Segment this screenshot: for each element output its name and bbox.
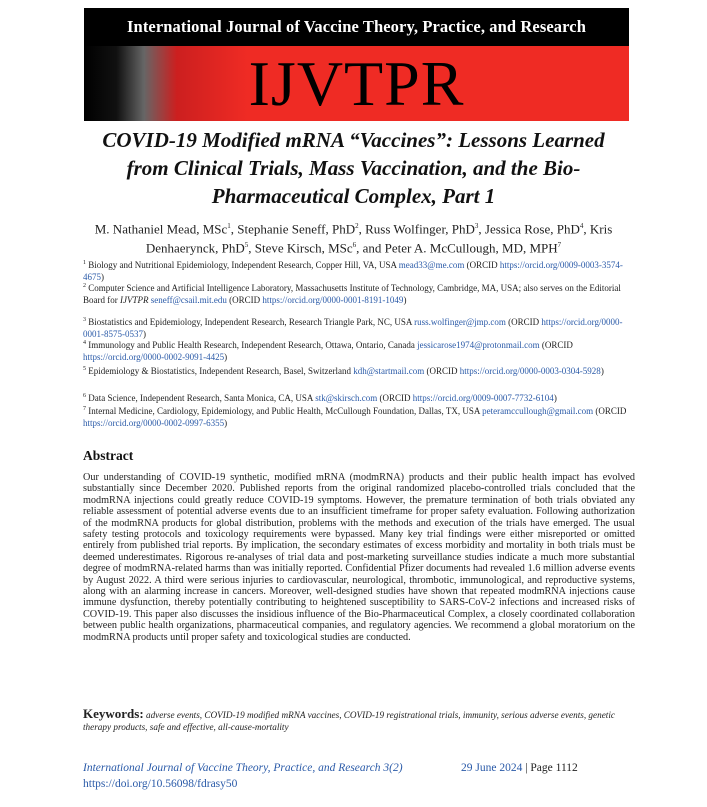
orcid-close: )	[553, 393, 557, 403]
orcid-link[interactable]: https://orcid.org/0009-0007-7732-6104	[412, 393, 554, 403]
affiliation-number: 7	[83, 406, 86, 412]
journal-logo: IJVTPR	[248, 48, 465, 119]
affiliation-item	[83, 281, 643, 306]
footer-page-number: Page 1112	[530, 762, 578, 774]
orcid-label: (ORCID	[424, 366, 460, 376]
affiliation-item	[83, 391, 643, 405]
orcid-label: (ORCID	[505, 317, 542, 327]
affiliation-email-link[interactable]: mead33@me.com	[398, 260, 465, 270]
affiliation-text: Epidemiology & Biostatistics, Independent Research, Basel, Switzerland	[86, 366, 354, 376]
author-name: Denhaerynck, PhD	[145, 240, 245, 256]
footer-citation-block	[83, 760, 423, 792]
orcid-close: )	[403, 294, 407, 305]
journal-name: International Journal of Vaccine Theory, Practice, and Research	[84, 8, 629, 46]
affiliation-item	[83, 258, 643, 283]
author-affil-number: 3	[474, 222, 479, 230]
orcid-label: (ORCID	[377, 393, 413, 403]
abstract-heading: Abstract	[83, 448, 134, 463]
affiliation-number: 5	[83, 366, 86, 372]
author-name: Steve Kirsch, MSc	[254, 240, 353, 256]
orcid-link[interactable]: https://orcid.org/0000-0002-9091-4425	[83, 351, 225, 362]
affiliation-email-link[interactable]: peteramccullough@gmail.com	[482, 406, 594, 416]
orcid-link[interactable]: https://orcid.org/0000-0003-0304-5928	[459, 366, 601, 376]
orcid-close: )	[224, 417, 228, 428]
author-name: Stephanie Seneff, PhD	[237, 221, 356, 237]
affiliation-email-link[interactable]: stk@skirsch.com	[315, 393, 378, 403]
journal-banner	[84, 8, 629, 121]
orcid-label: (ORCID	[226, 294, 263, 305]
author-affil-number: 4	[579, 222, 584, 230]
author-affil-number: 2	[355, 222, 359, 230]
title-line: Pharmaceutical Complex, Part 1	[211, 184, 496, 208]
affiliation-email-link[interactable]: russ.wolfinger@jmp.com	[414, 317, 506, 327]
author-name: Kris	[589, 221, 613, 237]
affiliation-text: Data Science, Independent Research, Santa Monica, CA, USA	[86, 393, 316, 403]
affiliation-item	[83, 338, 643, 363]
orcid-link[interactable]: https://orcid.org/0009-0003-3574-4675	[83, 260, 623, 282]
orcid-label: (ORCID	[464, 260, 500, 270]
title-line: COVID-19 Modified mRNA “Vaccines”: Lessons Learned	[102, 128, 605, 152]
orcid-close: )	[600, 366, 604, 376]
affiliation-number: 3	[83, 317, 86, 323]
affiliation-item	[83, 364, 643, 378]
orcid-label: (ORCID	[539, 340, 573, 350]
orcid-label: (ORCID	[593, 406, 627, 416]
affiliation-email-link[interactable]: jessicarose1974@protonmail.com	[417, 340, 540, 350]
affiliation-journal: IJVTPR	[120, 294, 149, 305]
affiliation-item	[83, 404, 643, 429]
affiliation-text: Internal Medicine, Cardiology, Epidemiology, and Public Health, McCullough Foundation, Dallas, TX, USA	[86, 406, 483, 416]
footer-doi-link[interactable]: https://doi.org/10.56098/fdrasy50	[83, 778, 238, 790]
keywords-heading: Keywords:	[83, 706, 144, 721]
orcid-link[interactable]: https://orcid.org/0000-0002-0997-6355	[83, 417, 225, 428]
author-name: Russ Wolfinger, PhD	[365, 221, 475, 237]
footer-citation[interactable]: International Journal of Vaccine Theory, Practice, and Research 3(2)	[83, 762, 403, 774]
authors-line: M. Nathaniel Mead, MSc$^1$, Stephanie Seneff, PhD$^2$, Russ Wolfinger, PhD$^3$, Jessica Rose, PhD$^4$, Kris	[94, 221, 613, 237]
footer-date: 29 June 2024	[461, 762, 523, 774]
author-affil-number: 6	[352, 241, 357, 250]
keywords-text: adverse events, COVID-19 modified mRNA vaccines, COVID-19 registrational trials, immunity, serious adverse events, genetic therapy products, safe and effective, all-cause-mortality	[83, 710, 615, 732]
footer-separator: |	[525, 762, 528, 774]
author-affil-number: 5	[244, 241, 249, 250]
affiliation-number: 4	[83, 340, 86, 346]
affiliation-text: Immunology and Public Health Research, Independent Research, Ottawa, Ontario, Canada	[86, 340, 418, 350]
authors-line: Denhaerynck, PhD$^5$, Steve Kirsch, MSc$^6$, and Peter A. McCullough, MD, MPH$^7$	[145, 240, 562, 256]
keywords	[83, 708, 635, 733]
affiliation-item	[83, 315, 643, 340]
affiliation-email-link[interactable]: seneff@csail.mit.edu	[150, 294, 227, 305]
author-name: and Peter A. McCullough, MD, MPH	[362, 240, 558, 256]
orcid-close: )	[143, 328, 146, 339]
author-list	[70, 218, 637, 257]
affiliation-number: 6	[83, 393, 86, 399]
article-title	[70, 126, 637, 210]
orcid-close: )	[224, 351, 228, 362]
orcid-link[interactable]: https://orcid.org/0000-0001-8575-0537	[83, 317, 623, 339]
orcid-close: )	[101, 271, 104, 282]
affiliation-number: 2	[83, 283, 86, 289]
affiliation-text: Biostatistics and Epidemiology, Independent Research, Research Triangle Park, NC, USA	[86, 317, 415, 327]
title-line: from Clinical Trials, Mass Vaccination, and the Bio-	[126, 156, 581, 180]
orcid-link[interactable]: https://orcid.org/0000-0001-8191-1049	[262, 294, 404, 305]
author-affil-number: 7	[557, 241, 562, 250]
author-name: M. Nathaniel Mead, MSc	[94, 221, 228, 237]
affiliation-email-link[interactable]: kdh@startmail.com	[353, 366, 425, 376]
affiliation-number: 1	[83, 260, 86, 266]
affiliation-text: Computer Science and Artificial Intelligence Laboratory, Massachusetts Institute of Technology, Cambridge, MA, USA; also serves on the Editorial Board for	[83, 283, 621, 305]
affiliation-text: Biology and Nutritional Epidemiology, Independent Research, Copper Hill, VA, USA	[86, 260, 399, 270]
author-name: Jessica Rose, PhD	[484, 221, 580, 237]
author-affil-number: 1	[227, 222, 231, 230]
footer-page-info	[461, 760, 578, 776]
abstract-text: Our understanding of COVID-19 synthetic, modified mRNA (modmRNA) products and their public health impact has evolved substantially since December 2020. Published reports from the original randomized placebo-controlled trials concluded that the modmRNA injections could greatly reduce COVID-19 symptoms. However, the premature termination of both trials obviated any reliable assessment of potential adverse events due to an insufficient timeframe for proper safety evaluation. Following authorization of the modmRNA products for global distribution, problems with the methods and execution of the trials have emerged. The usual safety testing protocols and toxicology requirements were bypassed. Many key trial findings were either misreported or omitted entirely from published trial reports. By implication, the secondary estimates of excess morbidity and mortality in both trials must be deemed underestimates. Rigorous re-analyses of trial data and post-marketing surveillance studies indicate a much more substantial degree of modmRNA-related harms than was initially reported. Confidential Pfizer documents had revealed 1.6 million adverse events by August 2022. A third were serious injuries to cardiovascular, neurological, thrombotic, immunological, and reproductive systems, along with an alarming increase in cancers. Moreover, well-designed studies have shown that repeated modmRNA injections cause immune dysfunction, thereby potentially contributing to heightened susceptibility to SARS-CoV-2 infections and increased risks of COVID-19. This paper also discusses the insidious influence of the Bio-Pharmaceutical Complex, a closely coordinated collaboration between public health organizations, pharmaceutical companies, and regulatory agencies. We recommend a global moratorium on the modmRNA products until proper safety and toxicological studies are conducted.	[83, 472, 635, 643]
